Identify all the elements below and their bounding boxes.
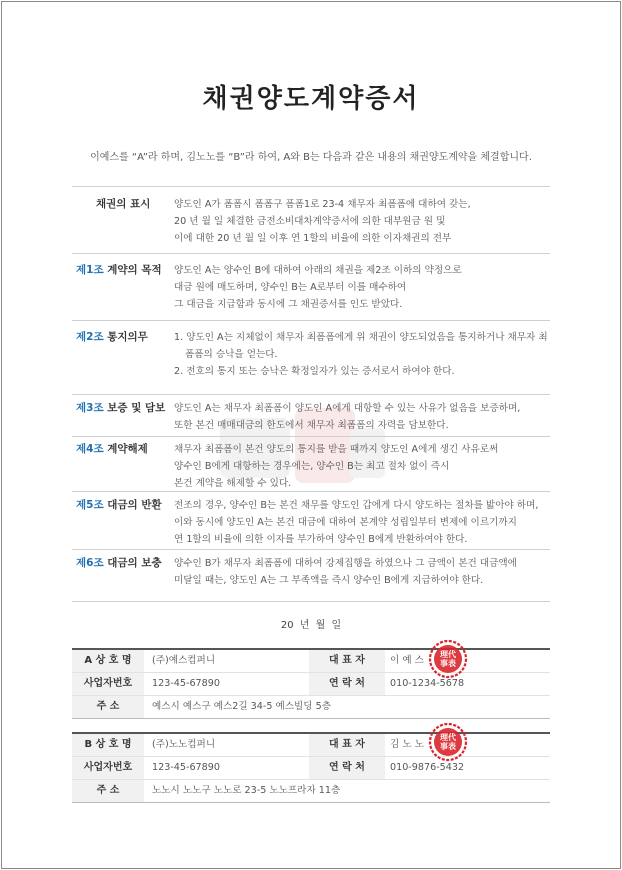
section-body: 채무자 최폼폼이 본건 양도의 통지를 받을 때까지 양도인 A에게 생긴 사유로써 양수인 B에게 대항하는 경우에는, 양수인 B는 최고 절차 없이 즉시 본건 계약을 해제할 수 있다. [174, 444, 499, 489]
label-representative: 대 표 자 [309, 734, 385, 756]
divider [72, 601, 550, 602]
svg-text:事表: 事表 [440, 742, 456, 751]
divider [72, 186, 550, 187]
contact-number: 010-1234-5678 [390, 678, 465, 689]
label-contact: 연 락 처 [309, 673, 385, 695]
divider [72, 253, 550, 254]
address: 노노시 노노구 노노로 23-5 노노프라자 11층 [152, 785, 341, 796]
section-heading: 제4조 계약해제 [76, 443, 148, 455]
address: 예스시 예스구 예스2길 34-5 예스빌딩 5층 [152, 701, 331, 712]
party-b-table [72, 732, 550, 803]
business-number: 123-45-67890 [152, 762, 220, 773]
label-representative: 대 표 자 [309, 650, 385, 672]
divider [72, 491, 550, 492]
representative-name: 김 노 노 [390, 739, 424, 750]
label-business-number: 사업자번호 [72, 673, 144, 695]
label-company: B 상 호 명 [72, 734, 144, 756]
section-heading: 제5조 대금의 반환 [76, 499, 162, 511]
divider [72, 436, 550, 437]
section-body: 양수인 B가 채무자 최폼폼에 대하여 강제집행을 하였으나 그 금액이 본건 대금액에 미달일 때는, 양도인 A는 그 부족액을 즉시 양수인 B에게 지급하여야 한다. [174, 558, 517, 586]
company-name: (주)예스컴퍼니 [152, 655, 216, 666]
section-heading: 제3조 보증 및 담보 [76, 402, 166, 414]
business-number: 123-45-67890 [152, 678, 220, 689]
svg-text:理代: 理代 [440, 733, 456, 742]
label-business-number: 사업자번호 [72, 757, 144, 779]
section-body: 양도인 A는 채무자 최폼폼이 양도인 A에게 대항할 수 있는 사유가 없음을 보증하며, 또한 본건 매매대금의 한도에서 채무자 최폼폼의 자력을 담보한다. [174, 403, 521, 431]
seal-stamp-icon [428, 639, 468, 679]
intro-text: 이예스를 “A”라 하며, 김노노를 “B”라 하여, A와 B는 다음과 같은 내용의 채권양도계약을 체결합니다. [90, 152, 532, 163]
section-body: 1. 양도인 A는 지체없이 채무자 최폼폼에게 위 채권이 양도되었음을 통지하거나 채무자 최폼폼의 승낙을 얻는다. 2. 전호의 통지 또는 승낙은 확정일자가 있는 증서로서 하여야 한다. [174, 332, 548, 377]
label-address: 주 소 [72, 696, 144, 718]
section-heading: 제6조 대금의 보충 [76, 557, 162, 569]
section-heading: 제2조 통지의무 [76, 331, 148, 343]
section-body: 양도인 A가 폼폼시 폼폼구 폼폼1로 23-4 채무자 최폼폼에 대하여 갖는, 20 년 월 일 체결한 금전소비대차계약증서에 의한 대부원금 원 및 이에 대한 20 년 월 일 이후 연 1할의 비율에 의한 이자채권의 전부 [174, 199, 471, 244]
contract-date: 20 년 월 일 [280, 620, 342, 631]
company-name: (주)노노컴퍼니 [152, 739, 216, 750]
representative-name: 이 예 스 [390, 655, 424, 666]
section-heading: 채권의 표시 [96, 198, 151, 210]
seal-stamp-icon [428, 722, 468, 762]
contact-number: 010-9876-5432 [390, 762, 465, 773]
label-contact: 연 락 처 [309, 757, 385, 779]
party-a-table [72, 648, 550, 719]
label-address: 주 소 [72, 780, 144, 802]
section-body: 양도인 A는 양수인 B에 대하여 아래의 채권을 제2조 이하의 약정으로 대금 원에 매도하며, 양수인 B는 A로부터 이를 매수하여 그 대금을 지급함과 동시에 그 채권증서를 인도 받았다. [174, 265, 462, 310]
section-body: 전조의 경우, 양수인 B는 본건 채무를 양도인 갑에게 다시 양도하는 절차를 밟아야 하며, 이와 동시에 양도인 A는 본건 대금에 대하여 본계약 성립일부터 변제에 이르기까지 연 1할의 비율에 의한 이자를 부가하여 양수인 B에게 반환하여야 한다. [174, 500, 539, 545]
divider [72, 394, 550, 395]
document-title: 채권양도계약증서 [202, 84, 420, 114]
svg-text:事表: 事表 [440, 659, 456, 668]
section-heading: 제1조 계약의 목적 [76, 264, 162, 276]
svg-text:理代: 理代 [440, 650, 456, 659]
label-company: A 상 호 명 [72, 650, 144, 672]
divider [72, 320, 550, 321]
divider [72, 549, 550, 550]
